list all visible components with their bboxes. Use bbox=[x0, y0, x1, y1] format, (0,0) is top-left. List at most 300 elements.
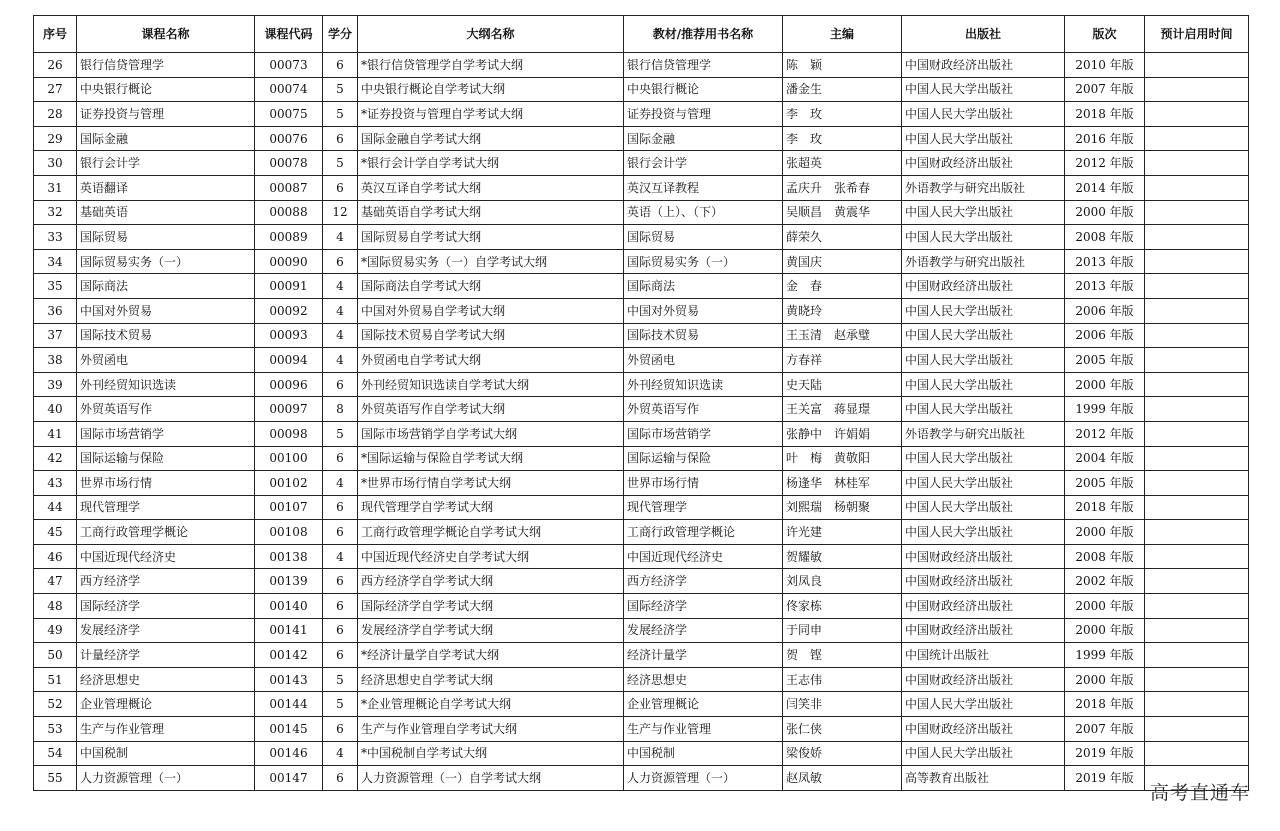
course-name-cell: 中国对外贸易 bbox=[77, 298, 255, 323]
course-name-cell: 发展经济学 bbox=[77, 618, 255, 643]
editor-cell: 刘凤良 bbox=[783, 569, 902, 594]
publisher-cell: 中国人民大学出版社 bbox=[902, 520, 1065, 545]
course-code-cell: 00094 bbox=[255, 348, 323, 373]
row-number-cell: 47 bbox=[34, 569, 77, 594]
planned-start-cell bbox=[1145, 102, 1249, 127]
course-name-cell: 经济思想史 bbox=[77, 667, 255, 692]
credits-cell: 8 bbox=[323, 397, 358, 422]
syllabus-name-cell: 中国对外贸易自学考试大纲 bbox=[358, 298, 624, 323]
syllabus-name-cell: 国际市场营销学自学考试大纲 bbox=[358, 421, 624, 446]
row-number-cell: 26 bbox=[34, 53, 77, 78]
publisher-cell: 中国人民大学出版社 bbox=[902, 471, 1065, 496]
textbook-name-cell: 中国近现代经济史 bbox=[624, 544, 783, 569]
publisher-cell: 中国财政经济出版社 bbox=[902, 594, 1065, 619]
credits-cell: 6 bbox=[323, 53, 358, 78]
publisher-cell: 中国财政经济出版社 bbox=[902, 569, 1065, 594]
editor-cell: 贺 铿 bbox=[783, 643, 902, 668]
edition-cell: 2014 年版 bbox=[1065, 175, 1145, 200]
textbook-name-cell: 国际市场营销学 bbox=[624, 421, 783, 446]
table-row bbox=[34, 249, 1249, 274]
course-name-cell: 国际技术贸易 bbox=[77, 323, 255, 348]
course-name-cell: 中国税制 bbox=[77, 741, 255, 766]
syllabus-name-cell: 经济思想史自学考试大纲 bbox=[358, 667, 624, 692]
planned-start-cell bbox=[1145, 323, 1249, 348]
row-number-cell: 28 bbox=[34, 102, 77, 127]
credits-cell: 6 bbox=[323, 126, 358, 151]
syllabus-name-cell: *国际运输与保险自学考试大纲 bbox=[358, 446, 624, 471]
syllabus-name-cell: 人力资源管理（一）自学考试大纲 bbox=[358, 766, 624, 791]
editor-cell: 李 玫 bbox=[783, 126, 902, 151]
course-code-cell: 00088 bbox=[255, 200, 323, 225]
textbook-name-cell: 西方经济学 bbox=[624, 569, 783, 594]
credits-cell: 4 bbox=[323, 348, 358, 373]
edition-cell: 2000 年版 bbox=[1065, 667, 1145, 692]
table-row bbox=[34, 471, 1249, 496]
credits-cell: 6 bbox=[323, 495, 358, 520]
editor-cell: 黄晓玲 bbox=[783, 298, 902, 323]
planned-start-cell bbox=[1145, 372, 1249, 397]
row-number-cell: 46 bbox=[34, 544, 77, 569]
row-number-cell: 45 bbox=[34, 520, 77, 545]
course-code-cell: 00073 bbox=[255, 53, 323, 78]
course-name-cell: 国际贸易 bbox=[77, 225, 255, 250]
credits-cell: 5 bbox=[323, 421, 358, 446]
course-code-cell: 00078 bbox=[255, 151, 323, 176]
planned-start-cell bbox=[1145, 151, 1249, 176]
planned-start-cell bbox=[1145, 348, 1249, 373]
publisher-cell: 中国财政经济出版社 bbox=[902, 274, 1065, 299]
course-code-cell: 00092 bbox=[255, 298, 323, 323]
textbook-name-cell: 英汉互译教程 bbox=[624, 175, 783, 200]
planned-start-cell bbox=[1145, 397, 1249, 422]
col-header: 课程代码 bbox=[255, 16, 323, 53]
edition-cell: 2006 年版 bbox=[1065, 323, 1145, 348]
textbook-name-cell: 国际经济学 bbox=[624, 594, 783, 619]
publisher-cell: 中国统计出版社 bbox=[902, 643, 1065, 668]
planned-start-cell bbox=[1145, 298, 1249, 323]
credits-cell: 5 bbox=[323, 102, 358, 127]
row-number-cell: 35 bbox=[34, 274, 77, 299]
credits-cell: 6 bbox=[323, 766, 358, 791]
syllabus-name-cell: 国际技术贸易自学考试大纲 bbox=[358, 323, 624, 348]
syllabus-name-cell: *经济计量学自学考试大纲 bbox=[358, 643, 624, 668]
credits-cell: 4 bbox=[323, 741, 358, 766]
textbook-name-cell: 银行信贷管理学 bbox=[624, 53, 783, 78]
edition-cell: 2010 年版 bbox=[1065, 53, 1145, 78]
textbook-name-cell: 国际金融 bbox=[624, 126, 783, 151]
editor-cell: 方春祥 bbox=[783, 348, 902, 373]
table-row bbox=[34, 77, 1249, 102]
publisher-cell: 中国财政经济出版社 bbox=[902, 667, 1065, 692]
syllabus-name-cell: 西方经济学自学考试大纲 bbox=[358, 569, 624, 594]
publisher-cell: 外语教学与研究出版社 bbox=[902, 175, 1065, 200]
textbook-name-cell: 中国对外贸易 bbox=[624, 298, 783, 323]
row-number-cell: 33 bbox=[34, 225, 77, 250]
edition-cell: 2006 年版 bbox=[1065, 298, 1145, 323]
publisher-cell: 中国财政经济出版社 bbox=[902, 618, 1065, 643]
course-code-cell: 00108 bbox=[255, 520, 323, 545]
table-row bbox=[34, 692, 1249, 717]
syllabus-name-cell: 国际经济学自学考试大纲 bbox=[358, 594, 624, 619]
table-row bbox=[34, 372, 1249, 397]
col-header: 大纲名称 bbox=[358, 16, 624, 53]
table-row bbox=[34, 717, 1249, 742]
course-name-cell: 外贸英语写作 bbox=[77, 397, 255, 422]
editor-cell: 李 玫 bbox=[783, 102, 902, 127]
publisher-cell: 中国人民大学出版社 bbox=[902, 77, 1065, 102]
editor-cell: 杨逢华 林桂军 bbox=[783, 471, 902, 496]
course-code-cell: 00093 bbox=[255, 323, 323, 348]
course-name-cell: 现代管理学 bbox=[77, 495, 255, 520]
course-code-cell: 00139 bbox=[255, 569, 323, 594]
table-row bbox=[34, 618, 1249, 643]
course-name-cell: 西方经济学 bbox=[77, 569, 255, 594]
textbook-name-cell: 国际商法 bbox=[624, 274, 783, 299]
credits-cell: 6 bbox=[323, 618, 358, 643]
planned-start-cell bbox=[1145, 225, 1249, 250]
credits-cell: 5 bbox=[323, 667, 358, 692]
table-row bbox=[34, 421, 1249, 446]
planned-start-cell bbox=[1145, 544, 1249, 569]
col-header: 课程名称 bbox=[77, 16, 255, 53]
publisher-cell: 中国财政经济出版社 bbox=[902, 544, 1065, 569]
credits-cell: 6 bbox=[323, 643, 358, 668]
table-row bbox=[34, 594, 1249, 619]
planned-start-cell bbox=[1145, 200, 1249, 225]
col-header: 出版社 bbox=[902, 16, 1065, 53]
syllabus-name-cell: 工商行政管理学概论自学考试大纲 bbox=[358, 520, 624, 545]
publisher-cell: 中国人民大学出版社 bbox=[902, 298, 1065, 323]
syllabus-name-cell: 外刊经贸知识选读自学考试大纲 bbox=[358, 372, 624, 397]
row-number-cell: 49 bbox=[34, 618, 77, 643]
syllabus-name-cell: *证券投资与管理自学考试大纲 bbox=[358, 102, 624, 127]
planned-start-cell bbox=[1145, 249, 1249, 274]
row-number-cell: 34 bbox=[34, 249, 77, 274]
textbook-name-cell: 证券投资与管理 bbox=[624, 102, 783, 127]
row-number-cell: 41 bbox=[34, 421, 77, 446]
planned-start-cell bbox=[1145, 274, 1249, 299]
planned-start-cell bbox=[1145, 126, 1249, 151]
course-name-cell: 国际市场营销学 bbox=[77, 421, 255, 446]
edition-cell: 2004 年版 bbox=[1065, 446, 1145, 471]
publisher-cell: 中国人民大学出版社 bbox=[902, 692, 1065, 717]
textbook-name-cell: 经济计量学 bbox=[624, 643, 783, 668]
editor-cell: 佟家栋 bbox=[783, 594, 902, 619]
course-name-cell: 中国近现代经济史 bbox=[77, 544, 255, 569]
edition-cell: 2000 年版 bbox=[1065, 200, 1145, 225]
textbook-name-cell: 中央银行概论 bbox=[624, 77, 783, 102]
course-code-cell: 00141 bbox=[255, 618, 323, 643]
syllabus-name-cell: *银行信贷管理学自学考试大纲 bbox=[358, 53, 624, 78]
edition-cell: 2012 年版 bbox=[1065, 151, 1145, 176]
row-number-cell: 51 bbox=[34, 667, 77, 692]
publisher-cell: 外语教学与研究出版社 bbox=[902, 421, 1065, 446]
table-row bbox=[34, 446, 1249, 471]
publisher-cell: 高等教育出版社 bbox=[902, 766, 1065, 791]
credits-cell: 4 bbox=[323, 471, 358, 496]
credits-cell: 6 bbox=[323, 569, 358, 594]
textbook-name-cell: 现代管理学 bbox=[624, 495, 783, 520]
table-row bbox=[34, 348, 1249, 373]
textbook-name-cell: 银行会计学 bbox=[624, 151, 783, 176]
textbook-name-cell: 国际运输与保险 bbox=[624, 446, 783, 471]
publisher-cell: 外语教学与研究出版社 bbox=[902, 249, 1065, 274]
textbook-name-cell: 发展经济学 bbox=[624, 618, 783, 643]
course-name-cell: 计量经济学 bbox=[77, 643, 255, 668]
syllabus-name-cell: *世界市场行情自学考试大纲 bbox=[358, 471, 624, 496]
editor-cell: 金 春 bbox=[783, 274, 902, 299]
course-code-cell: 00100 bbox=[255, 446, 323, 471]
edition-cell: 2005 年版 bbox=[1065, 471, 1145, 496]
credits-cell: 4 bbox=[323, 544, 358, 569]
table-row bbox=[34, 643, 1249, 668]
edition-cell: 2007 年版 bbox=[1065, 77, 1145, 102]
editor-cell: 史天陆 bbox=[783, 372, 902, 397]
textbook-name-cell: 外贸英语写作 bbox=[624, 397, 783, 422]
table-row bbox=[34, 397, 1249, 422]
editor-cell: 张静中 许娟娟 bbox=[783, 421, 902, 446]
planned-start-cell bbox=[1145, 77, 1249, 102]
planned-start-cell bbox=[1145, 569, 1249, 594]
edition-cell: 2019 年版 bbox=[1065, 766, 1145, 791]
row-number-cell: 32 bbox=[34, 200, 77, 225]
course-name-cell: 国际经济学 bbox=[77, 594, 255, 619]
credits-cell: 4 bbox=[323, 298, 358, 323]
editor-cell: 陈 颖 bbox=[783, 53, 902, 78]
course-code-cell: 00098 bbox=[255, 421, 323, 446]
textbook-name-cell: 外刊经贸知识选读 bbox=[624, 372, 783, 397]
editor-cell: 闫笑非 bbox=[783, 692, 902, 717]
course-code-cell: 00146 bbox=[255, 741, 323, 766]
textbook-name-cell: 中国税制 bbox=[624, 741, 783, 766]
editor-cell: 张超英 bbox=[783, 151, 902, 176]
table-row bbox=[34, 298, 1249, 323]
table-row bbox=[34, 225, 1249, 250]
planned-start-cell bbox=[1145, 741, 1249, 766]
credits-cell: 6 bbox=[323, 717, 358, 742]
row-number-cell: 38 bbox=[34, 348, 77, 373]
table-row bbox=[34, 53, 1249, 78]
row-number-cell: 36 bbox=[34, 298, 77, 323]
course-code-cell: 00097 bbox=[255, 397, 323, 422]
publisher-cell: 中国人民大学出版社 bbox=[902, 126, 1065, 151]
course-code-cell: 00089 bbox=[255, 225, 323, 250]
course-name-cell: 基础英语 bbox=[77, 200, 255, 225]
credits-cell: 12 bbox=[323, 200, 358, 225]
textbook-name-cell: 国际贸易实务（一） bbox=[624, 249, 783, 274]
planned-start-cell bbox=[1145, 667, 1249, 692]
editor-cell: 潘金生 bbox=[783, 77, 902, 102]
course-table bbox=[33, 15, 1249, 791]
editor-cell: 于同申 bbox=[783, 618, 902, 643]
table-row bbox=[34, 175, 1249, 200]
syllabus-name-cell: 现代管理学自学考试大纲 bbox=[358, 495, 624, 520]
table-row bbox=[34, 495, 1249, 520]
syllabus-name-cell: *银行会计学自学考试大纲 bbox=[358, 151, 624, 176]
row-number-cell: 30 bbox=[34, 151, 77, 176]
edition-cell: 2008 年版 bbox=[1065, 544, 1145, 569]
publisher-cell: 中国人民大学出版社 bbox=[902, 741, 1065, 766]
table-row bbox=[34, 544, 1249, 569]
publisher-cell: 中国人民大学出版社 bbox=[902, 495, 1065, 520]
table-row bbox=[34, 151, 1249, 176]
textbook-name-cell: 经济思想史 bbox=[624, 667, 783, 692]
course-name-cell: 外贸函电 bbox=[77, 348, 255, 373]
course-name-cell: 生产与作业管理 bbox=[77, 717, 255, 742]
textbook-name-cell: 英语（上）、（下） bbox=[624, 200, 783, 225]
credits-cell: 4 bbox=[323, 225, 358, 250]
table-row bbox=[34, 323, 1249, 348]
publisher-cell: 中国人民大学出版社 bbox=[902, 397, 1065, 422]
credits-cell: 6 bbox=[323, 372, 358, 397]
edition-cell: 2000 年版 bbox=[1065, 594, 1145, 619]
editor-cell: 薛荣久 bbox=[783, 225, 902, 250]
planned-start-cell bbox=[1145, 446, 1249, 471]
edition-cell: 2013 年版 bbox=[1065, 249, 1145, 274]
syllabus-name-cell: 中国近现代经济史自学考试大纲 bbox=[358, 544, 624, 569]
credits-cell: 6 bbox=[323, 520, 358, 545]
publisher-cell: 中国人民大学出版社 bbox=[902, 323, 1065, 348]
editor-cell: 王玉清 赵承璧 bbox=[783, 323, 902, 348]
edition-cell: 2007 年版 bbox=[1065, 717, 1145, 742]
publisher-cell: 中国人民大学出版社 bbox=[902, 200, 1065, 225]
row-number-cell: 27 bbox=[34, 77, 77, 102]
edition-cell: 2012 年版 bbox=[1065, 421, 1145, 446]
editor-cell: 吴顺昌 黄震华 bbox=[783, 200, 902, 225]
credits-cell: 5 bbox=[323, 77, 358, 102]
course-name-cell: 银行信贷管理学 bbox=[77, 53, 255, 78]
edition-cell: 2000 年版 bbox=[1065, 372, 1145, 397]
course-name-cell: 国际商法 bbox=[77, 274, 255, 299]
course-name-cell: 国际贸易实务（一） bbox=[77, 249, 255, 274]
row-number-cell: 52 bbox=[34, 692, 77, 717]
textbook-name-cell: 外贸函电 bbox=[624, 348, 783, 373]
editor-cell: 赵凤敏 bbox=[783, 766, 902, 791]
course-name-cell: 世界市场行情 bbox=[77, 471, 255, 496]
course-code-cell: 00076 bbox=[255, 126, 323, 151]
course-code-cell: 00074 bbox=[255, 77, 323, 102]
row-number-cell: 50 bbox=[34, 643, 77, 668]
editor-cell: 黄国庆 bbox=[783, 249, 902, 274]
course-code-cell: 00144 bbox=[255, 692, 323, 717]
planned-start-cell bbox=[1145, 471, 1249, 496]
row-number-cell: 37 bbox=[34, 323, 77, 348]
textbook-name-cell: 企业管理概论 bbox=[624, 692, 783, 717]
course-code-cell: 00138 bbox=[255, 544, 323, 569]
course-code-cell: 00090 bbox=[255, 249, 323, 274]
course-code-cell: 00091 bbox=[255, 274, 323, 299]
textbook-name-cell: 生产与作业管理 bbox=[624, 717, 783, 742]
editor-cell: 张仁侠 bbox=[783, 717, 902, 742]
edition-cell: 2018 年版 bbox=[1065, 102, 1145, 127]
syllabus-name-cell: 生产与作业管理自学考试大纲 bbox=[358, 717, 624, 742]
course-code-cell: 00087 bbox=[255, 175, 323, 200]
row-number-cell: 40 bbox=[34, 397, 77, 422]
syllabus-name-cell: 中央银行概论自学考试大纲 bbox=[358, 77, 624, 102]
planned-start-cell bbox=[1145, 717, 1249, 742]
edition-cell: 2013 年版 bbox=[1065, 274, 1145, 299]
course-code-cell: 00140 bbox=[255, 594, 323, 619]
publisher-cell: 中国财政经济出版社 bbox=[902, 717, 1065, 742]
col-header: 预计启用时间 bbox=[1145, 16, 1249, 53]
edition-cell: 2018 年版 bbox=[1065, 692, 1145, 717]
credits-cell: 5 bbox=[323, 151, 358, 176]
row-number-cell: 44 bbox=[34, 495, 77, 520]
table-row bbox=[34, 667, 1249, 692]
publisher-cell: 中国财政经济出版社 bbox=[902, 151, 1065, 176]
col-header: 版次 bbox=[1065, 16, 1145, 53]
syllabus-name-cell: 国际商法自学考试大纲 bbox=[358, 274, 624, 299]
syllabus-name-cell: 外贸函电自学考试大纲 bbox=[358, 348, 624, 373]
course-name-cell: 银行会计学 bbox=[77, 151, 255, 176]
credits-cell: 5 bbox=[323, 692, 358, 717]
course-code-cell: 00075 bbox=[255, 102, 323, 127]
credits-cell: 6 bbox=[323, 594, 358, 619]
course-code-cell: 00107 bbox=[255, 495, 323, 520]
row-number-cell: 43 bbox=[34, 471, 77, 496]
course-code-cell: 00142 bbox=[255, 643, 323, 668]
edition-cell: 2016 年版 bbox=[1065, 126, 1145, 151]
row-number-cell: 29 bbox=[34, 126, 77, 151]
table-row bbox=[34, 766, 1249, 791]
table-row bbox=[34, 520, 1249, 545]
course-name-cell: 工商行政管理学概论 bbox=[77, 520, 255, 545]
planned-start-cell bbox=[1145, 618, 1249, 643]
syllabus-name-cell: 国际金融自学考试大纲 bbox=[358, 126, 624, 151]
col-header: 教材/推荐用书名称 bbox=[624, 16, 783, 53]
edition-cell: 1999 年版 bbox=[1065, 397, 1145, 422]
publisher-cell: 中国人民大学出版社 bbox=[902, 446, 1065, 471]
planned-start-cell bbox=[1145, 594, 1249, 619]
edition-cell: 1999 年版 bbox=[1065, 643, 1145, 668]
edition-cell: 2019 年版 bbox=[1065, 741, 1145, 766]
course-name-cell: 中央银行概论 bbox=[77, 77, 255, 102]
watermark: 高考直通车 bbox=[1149, 782, 1250, 804]
edition-cell: 2005 年版 bbox=[1065, 348, 1145, 373]
editor-cell: 王关富 蒋显璟 bbox=[783, 397, 902, 422]
course-name-cell: 外刊经贸知识选读 bbox=[77, 372, 255, 397]
publisher-cell: 中国人民大学出版社 bbox=[902, 225, 1065, 250]
row-number-cell: 55 bbox=[34, 766, 77, 791]
syllabus-name-cell: 外贸英语写作自学考试大纲 bbox=[358, 397, 624, 422]
textbook-name-cell: 国际技术贸易 bbox=[624, 323, 783, 348]
planned-start-cell bbox=[1145, 175, 1249, 200]
publisher-cell: 中国人民大学出版社 bbox=[902, 348, 1065, 373]
editor-cell: 王志伟 bbox=[783, 667, 902, 692]
credits-cell: 6 bbox=[323, 249, 358, 274]
table-body bbox=[34, 53, 1249, 791]
row-number-cell: 39 bbox=[34, 372, 77, 397]
table-row bbox=[34, 569, 1249, 594]
syllabus-name-cell: 基础英语自学考试大纲 bbox=[358, 200, 624, 225]
credits-cell: 6 bbox=[323, 446, 358, 471]
course-code-cell: 00143 bbox=[255, 667, 323, 692]
syllabus-name-cell: *企业管理概论自学考试大纲 bbox=[358, 692, 624, 717]
col-header: 主编 bbox=[783, 16, 902, 53]
planned-start-cell bbox=[1145, 643, 1249, 668]
syllabus-name-cell: 发展经济学自学考试大纲 bbox=[358, 618, 624, 643]
credits-cell: 6 bbox=[323, 175, 358, 200]
textbook-name-cell: 人力资源管理（一） bbox=[624, 766, 783, 791]
course-name-cell: 国际运输与保险 bbox=[77, 446, 255, 471]
course-code-cell: 00145 bbox=[255, 717, 323, 742]
table-row bbox=[34, 126, 1249, 151]
row-number-cell: 53 bbox=[34, 717, 77, 742]
syllabus-name-cell: 国际贸易自学考试大纲 bbox=[358, 225, 624, 250]
row-number-cell: 31 bbox=[34, 175, 77, 200]
table-row bbox=[34, 200, 1249, 225]
syllabus-name-cell: *中国税制自学考试大纲 bbox=[358, 741, 624, 766]
